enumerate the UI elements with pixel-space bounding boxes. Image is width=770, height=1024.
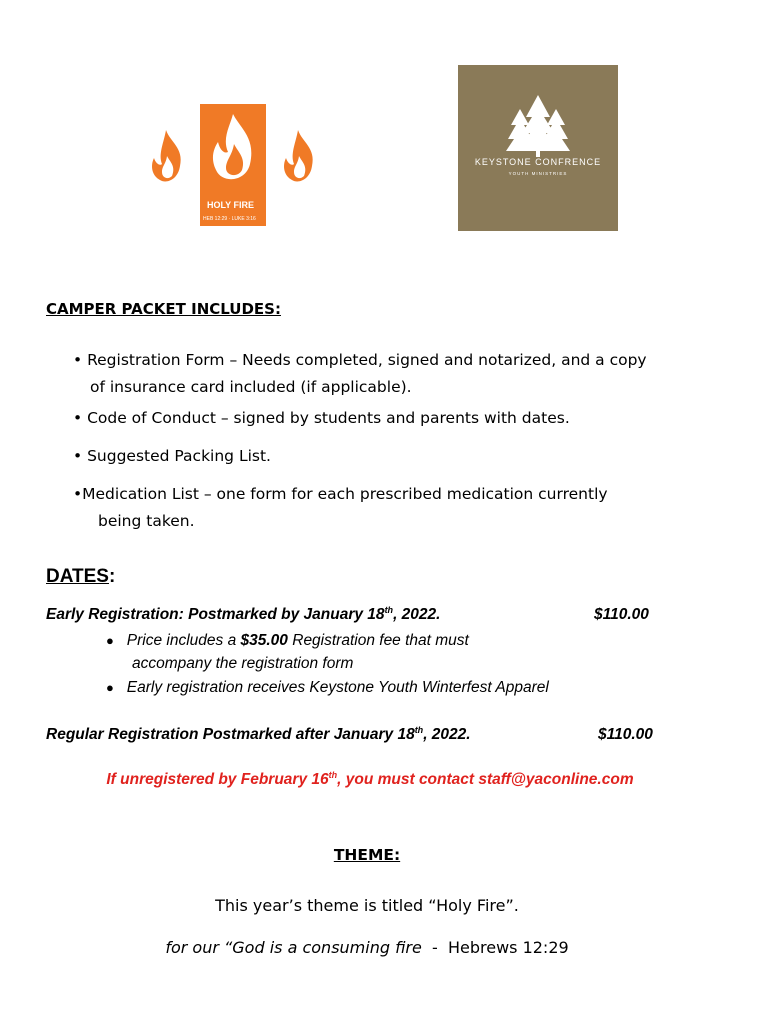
regular-label-post: , 2022. xyxy=(423,726,471,743)
theme-verse xyxy=(0,938,734,957)
keystone-conference-logo xyxy=(458,65,618,231)
early-bullet-apparel xyxy=(106,679,549,697)
packet-item-registration-cont: of insurance card included (if applicable). xyxy=(90,378,412,396)
trees-icon xyxy=(506,95,570,157)
keystone-sub: YOUTH MINISTRIES xyxy=(508,171,568,176)
regular-label-pre: Regular Registration Postmarked after January 18 xyxy=(46,726,415,743)
holy-fire-subtitle: HEB 12:29 · LUKE 3:16 xyxy=(203,216,256,222)
theme-heading: THEME: xyxy=(333,846,401,864)
packet-item-medication: •Medication List – one form for each prescribed medication currently xyxy=(73,485,608,503)
early-label-pre: Early Registration: Postmarked by January 18 xyxy=(46,606,385,623)
bullet-dot: ● xyxy=(106,680,114,695)
left-flame-icon xyxy=(152,130,181,181)
packet-item-code-of-conduct: • Code of Conduct – signed by students and parents with dates. xyxy=(73,409,570,427)
apparel-text: Early registration receives Keystone Youth Winterfest Apparel xyxy=(126,679,549,696)
packet-item-packing-list: • Suggested Packing List. xyxy=(73,447,271,465)
packet-item-medication-cont: being taken. xyxy=(98,512,195,530)
packet-heading: CAMPER PACKET INCLUDES: xyxy=(46,300,281,318)
holy-fire-logo xyxy=(150,104,316,228)
fee-amount: $35.00 xyxy=(240,632,288,649)
theme-line: This year’s theme is titled “Holy Fire”. xyxy=(215,896,519,915)
early-bullet-fee xyxy=(106,632,469,650)
warning-pre: If unregistered by February 16 xyxy=(106,771,329,788)
warning-post: , you must contact staff@yaconline.com xyxy=(337,771,634,788)
right-flame-icon xyxy=(284,130,313,181)
dates-heading-colon: : xyxy=(108,566,116,587)
early-registration-price: $110.00 xyxy=(594,606,649,623)
early-label-post: , 2022. xyxy=(393,606,441,623)
registration-warning xyxy=(0,771,740,789)
early-label-sup: th xyxy=(384,604,394,615)
keystone-name: KEYSTONE CONFRENCE xyxy=(474,157,602,167)
regular-registration-price: $110.00 xyxy=(598,726,653,743)
holy-fire-title: HOLY FIRE xyxy=(207,200,255,210)
early-bullet-fee-cont: accompany the registration form xyxy=(132,655,354,672)
fee-text-pre: Price includes a xyxy=(126,632,241,649)
fee-text-post: Registration fee that must xyxy=(287,632,469,649)
dates-heading-text: DATES xyxy=(46,566,109,587)
early-registration-label xyxy=(46,606,440,624)
verse-reference: - Hebrews 12:29 xyxy=(421,938,569,957)
regular-registration-label xyxy=(46,726,471,744)
bullet-dot: ● xyxy=(106,633,114,648)
regular-label-sup: th xyxy=(414,724,424,735)
dates-heading xyxy=(46,566,115,588)
packet-item-registration: • Registration Form – Needs completed, signed and notarized, and a copy xyxy=(73,351,647,369)
verse-italic: for our “God is a consuming fire xyxy=(165,938,422,957)
warning-sup: th xyxy=(328,769,338,780)
